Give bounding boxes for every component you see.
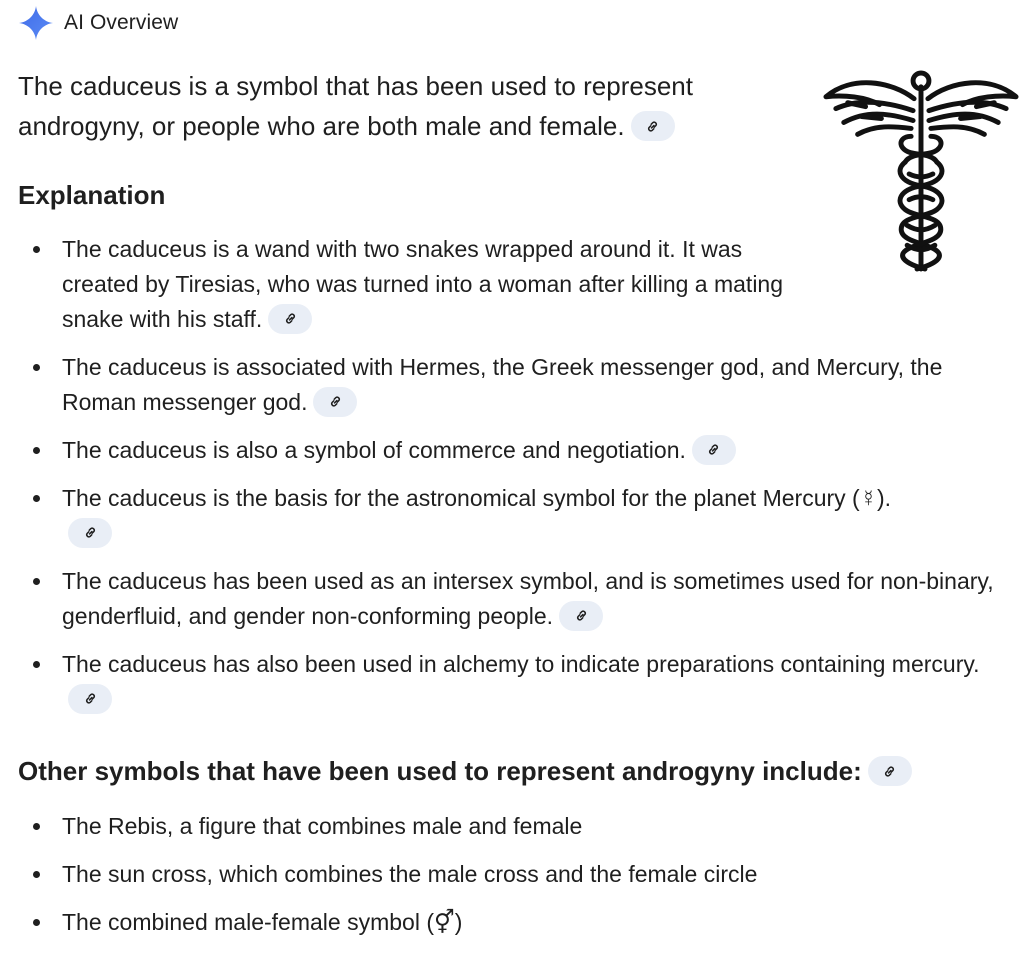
list-item-text: The combined male-female symbol (⚥) <box>62 909 463 935</box>
link-icon <box>283 311 298 326</box>
list-item <box>18 647 1002 717</box>
source-link-button[interactable] <box>692 435 736 465</box>
list-item-text: The caduceus is the basis for the astronomical symbol for the planet Mercury (☿). <box>62 485 891 511</box>
source-link-button[interactable] <box>268 304 312 334</box>
source-link-button[interactable] <box>68 684 112 714</box>
link-icon <box>882 764 897 779</box>
list-item <box>18 350 1018 420</box>
intro-text: The caduceus is a symbol that has been used to represent androgyny, or people who are both male and female. <box>18 71 693 141</box>
link-icon <box>574 608 589 623</box>
list-item <box>18 905 1018 940</box>
intro-paragraph <box>18 66 818 146</box>
link-icon <box>328 394 343 409</box>
ai-overview-header <box>18 6 178 40</box>
link-icon <box>706 442 721 457</box>
link-icon <box>645 119 660 134</box>
list-item-text: The sun cross, which combines the male cross and the female circle <box>62 861 758 887</box>
list-item <box>18 433 1018 468</box>
gemini-sparkle-icon <box>18 5 54 41</box>
list-item <box>18 857 1018 892</box>
list-item-text: The Rebis, a figure that combines male and female <box>62 813 583 839</box>
list-item <box>18 564 1018 634</box>
ai-overview-title: AI Overview <box>64 11 179 34</box>
explanation-heading: Explanation <box>18 180 166 210</box>
other-symbols-heading-text: Other symbols that have been used to represent androgyny include: <box>18 756 862 786</box>
source-link-button[interactable] <box>631 111 675 141</box>
link-icon <box>83 691 98 706</box>
list-item <box>18 809 1018 844</box>
link-icon <box>83 525 98 540</box>
list-item-text: The caduceus has also been used in alchemy to indicate preparations containing mercury. <box>62 651 980 677</box>
list-item <box>18 481 932 551</box>
list-item-text: The caduceus is associated with Hermes, the Greek messenger god, and Mercury, the Roman messenger god. <box>62 354 943 415</box>
list-item-text: The caduceus is also a symbol of commerce and negotiation. <box>62 437 686 463</box>
source-link-button[interactable] <box>868 756 912 786</box>
source-link-button[interactable] <box>313 387 357 417</box>
source-link-button[interactable] <box>559 601 603 631</box>
other-symbols-heading <box>18 756 912 788</box>
other-symbols-list <box>18 809 1018 953</box>
list-item-text: The caduceus has been used as an intersex symbol, and is sometimes used for non-binary, genderfluid, and gender non-conforming people. <box>62 568 994 629</box>
explanation-list <box>18 232 1018 730</box>
list-item-text: The caduceus is a wand with two snakes wrapped around it. It was created by Tiresias, who was turned into a woman after killing a mating snake with his staff. <box>62 236 784 332</box>
list-item <box>18 232 822 337</box>
source-link-button[interactable] <box>68 518 112 548</box>
